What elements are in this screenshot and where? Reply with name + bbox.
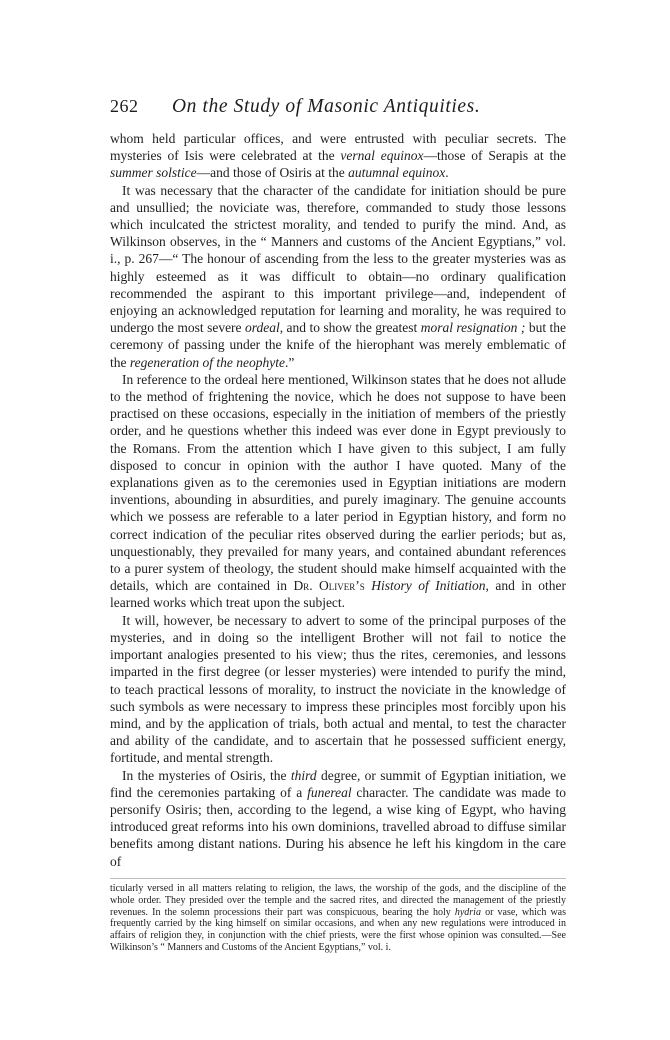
page-number: 262 — [110, 96, 139, 116]
footnote: ticularly versed in all matters relating to religion, the laws, the worship of the gods, and the discipline of the whole order. They presided over the temple and the sacred rites, and directed the management of the priestly revenues. In the solemn processions their part was conspicuous, bearing the holy hydria or vase, which was frequently carried by the king himself on similar occasions, and when any new regulations were introduced in affairs of religion they, in conjunction with the chief priests, were the first whose opinion was consulted.—See Wilkinson’s “ Manners and Customs of the Ancient Egyptians,” vol. i. — [110, 883, 566, 953]
running-title: On the Study of Masonic Antiquities. — [172, 96, 481, 117]
paragraph-4: It will, however, be necessary to advert to some of the principal purposes of the mysteries, and in doing so the intelligent Brother will not fail to notice the important analogies presented to his view; thus the rites, ceremonies, and lessons imparted in the first degree (or lesser mysteries) were intended to purify the mind, to teach practical lessons of morality, to instruct the noviciate in the knowledge of such symbols as were necessary to impress these principles most forcibly upon his mind, and by the application of trials, both actual and mental, to test the character and ability of the candidate, and to ascertain that he possessed sufficient energy, fortitude, and mental strength. — [110, 612, 566, 766]
author-name: Dr. Oliver’s — [293, 578, 365, 594]
paragraph-5: In the mysteries of Osiris, the third degree, or summit of Egyptian initiation, we find the ceremonies partaking of a funereal character. The candidate was made to personify Osiris; then, according to the legend, a wise king of Egypt, who having introduced great reforms into his own dominions, travelled abroad to diffuse similar benefits among distant nations. During his absence he left his kingdom in the care of — [110, 767, 566, 869]
paragraph-1: whom held particular offices, and were entrusted with peculiar secrets. The mysteries of Isis were celebrated at the vernal equinox—those of Serapis at the summer solstice—and those of Osiris at the autumnal equinox. — [110, 131, 566, 181]
paragraph-2: It was necessary that the character of the candidate for initiation should be pure and unsullied; the noviciate was, therefore, commanded to study those lessons which inculcated the strictest morality, and tended to purify the mind. And, as Wilkinson observes, in the “ Manners and customs of the Ancient Egyptians,” vol. i., p. 267—“ The honour of ascending from the less to the greater mysteries was as highly esteemed as it was difficult to obtain—no ordinary qualification recommended the aspirant to this important privilege—and, independent of enjoying an acknowledged reputation for learning and morality, he was required to undergo the most severe ordeal, and to show the greatest moral resignation ; but the ceremony of passing under the knife of the hierophant was merely emblematic of the regeneration of the neophyte.” — [110, 182, 567, 370]
footnote-divider — [110, 878, 566, 879]
book-title: History of Initiation — [371, 578, 486, 594]
paragraph-3: In reference to the ordeal here mentioned, Wilkinson states that he does not allude to the method of frightening the novice, which he does not suppose to have been practised on these occasions, especially in the initiation of members of the priestly order, and he questions whether this indeed was ever done in Egypt previously to the Romans. From the attention which I have given to this subject, I am fully disposed to concur in opinion with the author I have quoted. Many of the explanations given as to the ceremonies used in Egyptian initiations are modern inventions, abounding in absurdities, and purely imaginary. The genuine accounts which we possess are referable to a later period in Egyptian history, and form no correct indication of the peculiar rites observed during the earlier periods; but as, unquestionably, they prevailed for many years, and contained abundant references to a purer system of theology, the student should make himself acquainted with the details, which are contained in Dr. Oliver’s History of Initiation, and in other learned works which treat upon the subject. — [110, 371, 567, 611]
page-header — [110, 96, 566, 124]
body-text — [110, 130, 566, 870]
